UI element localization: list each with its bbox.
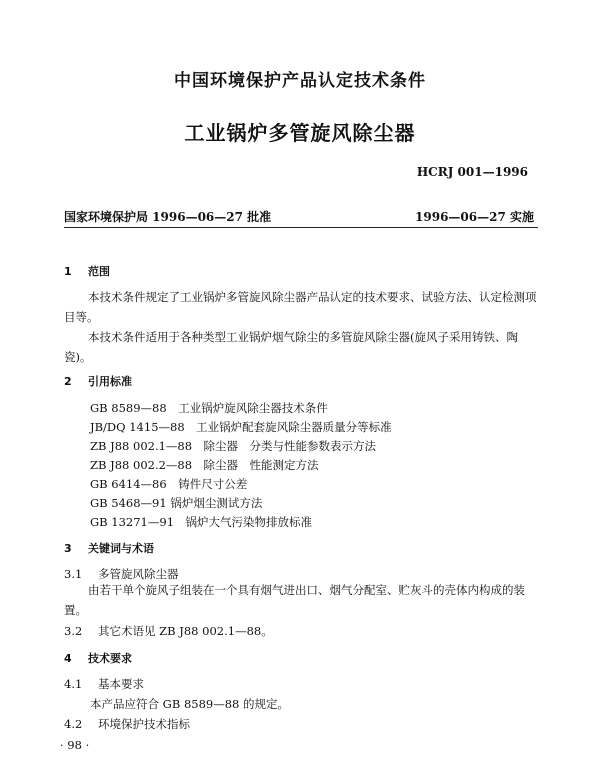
subsection-4-2-heading bbox=[64, 716, 190, 732]
section-3-heading bbox=[64, 540, 154, 556]
section-4-heading bbox=[64, 650, 132, 666]
section-number: 3 bbox=[64, 542, 72, 555]
subsection-3-1-body: 由若干单个旋风子组装在一个具有烟气进出口、烟气分配室、贮灰斗的壳体内构成的装置。 bbox=[64, 583, 525, 617]
subsection-number: 3.2 bbox=[64, 624, 83, 638]
reference-item: GB 5468—91 锅炉烟尘测试方法 bbox=[90, 496, 263, 510]
section-title: 范围 bbox=[88, 265, 110, 278]
subsection-3-2 bbox=[64, 623, 273, 639]
section-number: 1 bbox=[64, 265, 72, 278]
header-divider bbox=[64, 227, 538, 228]
reference-item: ZB J88 002.2—88 除尘器 性能测定方法 bbox=[90, 458, 319, 472]
subsection-title: 多管旋风除尘器 bbox=[98, 567, 179, 581]
section-number: 4 bbox=[64, 652, 72, 665]
reference-item: GB 13271—91 锅炉大气污染物排放标准 bbox=[90, 515, 313, 529]
standard-code: HCRJ 001—1996 bbox=[416, 165, 528, 179]
reference-item: JB/DQ 1415—88 工业锅炉配套旋风除尘器质量分等标准 bbox=[90, 420, 392, 434]
document-title: 中国环境保护产品认定技术条件 bbox=[174, 71, 426, 91]
subsection-title: 环境保护技术指标 bbox=[98, 717, 190, 731]
subsection-title: 基本要求 bbox=[98, 677, 144, 691]
reference-item: ZB J88 002.1—88 除尘器 分类与性能参数表示方法 bbox=[90, 439, 377, 453]
section-number: 2 bbox=[64, 375, 72, 388]
reference-item: GB 6414—86 铸件尺寸公差 bbox=[90, 477, 248, 491]
section-1-paragraph-1: 本技术条件规定了工业锅炉多管旋风除尘器产品认定的技术要求、试验方法、认定检测项目等。 bbox=[64, 290, 537, 324]
section-title: 关键词与术语 bbox=[88, 542, 154, 555]
subsection-number: 4.1 bbox=[64, 677, 83, 691]
implementation-date: 1996—06—27 实施 bbox=[415, 210, 534, 224]
section-title: 技术要求 bbox=[88, 652, 132, 665]
page-number: · 98 · bbox=[60, 738, 90, 752]
section-1-paragraph-2: 本技术条件适用于各种类型工业锅炉烟气除尘的多管旋风除尘器(旋风子采用铸铁、陶瓷)。 bbox=[64, 330, 518, 364]
subsection-4-1-body: 本产品应符合 GB 8589—88 的规定。 bbox=[90, 697, 290, 711]
document-subtitle: 工业锅炉多管旋风除尘器 bbox=[184, 121, 416, 145]
subsection-4-1-heading bbox=[64, 676, 144, 692]
section-1-heading bbox=[64, 263, 110, 279]
issued-by: 国家环境保护局 1996—06—27 批准 bbox=[64, 210, 272, 224]
section-title: 引用标准 bbox=[88, 375, 132, 388]
subsection-number: 4.2 bbox=[64, 717, 83, 731]
subsection-text: 其它术语见 ZB J88 002.1—88。 bbox=[98, 624, 273, 638]
subsection-number: 3.1 bbox=[64, 567, 83, 581]
section-2-heading bbox=[64, 373, 132, 389]
reference-item: GB 8589—88 工业锅炉旋风除尘器技术条件 bbox=[90, 401, 328, 415]
